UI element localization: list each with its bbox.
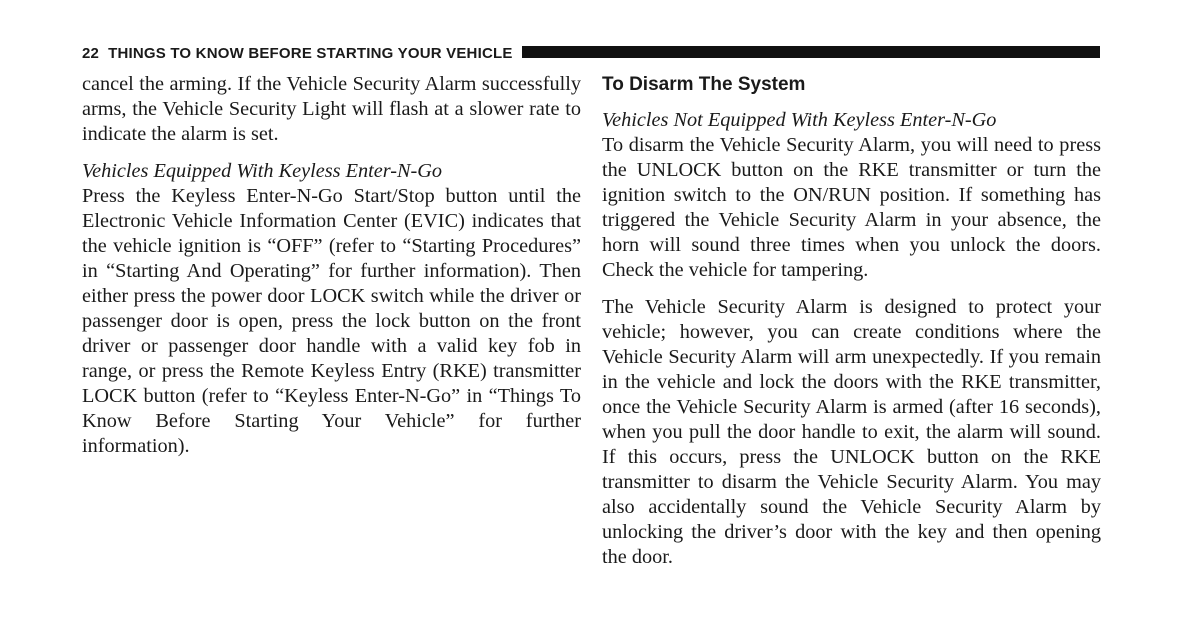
section-heading: To Disarm The System — [602, 74, 806, 95]
page-number: 22 — [82, 44, 100, 62]
right-column — [602, 72, 1101, 582]
right-paragraph-2: The Vehicle Security Alarm is designed to protect your vehicle; however, you can create conditions where the Vehicle Security Alarm will arm unexpectedly. If you remain in the vehicle and lock the doors with the RKE transmitter, once the Vehicle Security Alarm is armed (after 16 seconds), when you pull the door handle to exit, the alarm will sound. If this occurs, press the UNLOCK button on the RKE transmitter to disarm the Vehicle Security Alarm. You may also accidentally sound the Vehicle Security Alarm by unlocking the driver’s door with the key and then opening the door. — [602, 296, 1101, 568]
running-title: THINGS TO KNOW BEFORE STARTING YOUR VEHICLE — [108, 44, 513, 62]
left-column — [82, 72, 581, 471]
left-paragraph-1: cancel the arming. If the Vehicle Security Alarm successfully arms, the Vehicle Security Light will flash at a slower rate to indicate the alarm is set. — [82, 73, 581, 145]
header-rule — [522, 46, 1100, 58]
left-section — [82, 159, 581, 459]
page-header — [82, 42, 1100, 64]
left-paragraph-2: Press the Keyless Enter-N-Go Start/Stop button until the Electronic Vehicle Information Center (EVIC) indicates that the vehicle ignition is “OFF” (refer to “Starting Procedures” in “Starting And Operating” for further information). Then either press the power door LOCK switch while the driver or passenger door is open, press the lock button on the front driver or passenger door handle with a valid key fob in range, or press the Remote Keyless Entry (RKE) transmitter LOCK button (refer to “Keyless Enter-N-Go” in “Things To Know Before Starting Your Vehicle” for further information). — [82, 185, 581, 457]
left-subheading: Vehicles Equipped With Keyless Enter-N-Go — [82, 160, 443, 182]
right-section — [602, 108, 1101, 283]
right-paragraph-1: To disarm the Vehicle Security Alarm, you will need to press the UNLOCK button on the RKE transmitter or turn the ignition switch to the ON/RUN position. If something has triggered the Vehicle Security Alarm in your absence, the horn will sound three times when you unlock the doors. Check the vehicle for tampering. — [602, 134, 1101, 281]
right-subheading: Vehicles Not Equipped With Keyless Enter-N-Go — [602, 109, 997, 131]
